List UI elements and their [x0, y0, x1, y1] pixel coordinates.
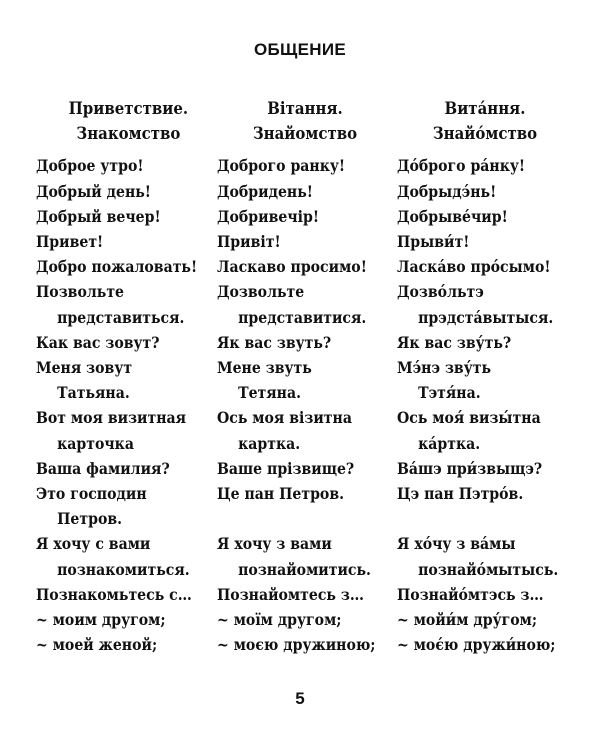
phrase-line: Меня зовут	[36, 358, 133, 378]
phrase-line: Ось моя́ визы́тна	[397, 408, 541, 428]
phrase-continuation	[397, 506, 573, 531]
phrase-line: Позвольте	[36, 282, 125, 302]
phrase-entry	[397, 279, 573, 329]
phrase-continuation: познайо́мытысь.	[418, 559, 559, 579]
phrase-continuation: ка́ртка.	[418, 433, 481, 453]
phrase-line: Добрыдэ́нь!	[397, 181, 497, 201]
column-header-line: Знакомство	[76, 124, 181, 145]
phrase-entry	[217, 279, 393, 329]
column-header	[217, 97, 393, 147]
phrase-entry	[397, 179, 573, 204]
phrase-entry	[397, 405, 573, 455]
phrase-entry	[217, 254, 393, 279]
phrase-entry	[217, 582, 393, 607]
phrase-entry	[397, 531, 573, 581]
phrase-entry	[397, 330, 573, 355]
phrase-line: Добридень!	[217, 181, 313, 201]
phrase-entry	[397, 229, 573, 254]
phrase-entry	[36, 582, 221, 607]
phrase-entry	[36, 607, 221, 632]
phrase-continuation: познакомиться.	[57, 559, 190, 579]
column-header-line: Знайомство	[252, 124, 358, 145]
phrase-continuation: Петров.	[57, 509, 123, 529]
phrase-entry	[217, 330, 393, 355]
phrase-line: Ласкаво просимо!	[217, 257, 367, 277]
phrase-entry	[217, 456, 393, 481]
phrase-line: ~ мойи́м дру́гом;	[397, 610, 538, 630]
phrase-line: Прыви́т!	[397, 232, 470, 251]
phrase-line: Мене звуть	[217, 358, 312, 378]
page-title: ОБЩЕНИЕ	[253, 40, 347, 59]
column-ukrainian	[217, 97, 393, 657]
phrase-line: Добривечір!	[217, 206, 320, 226]
column-transliteration	[397, 97, 573, 657]
phrase-line: Ваше прізвище?	[217, 458, 355, 478]
phrase-line: Ось моя візитна	[217, 408, 352, 428]
phrase-line: Доброго ранку!	[217, 156, 346, 176]
phrase-continuation: прэдста́вытыся.	[418, 307, 554, 327]
phrase-entry	[36, 531, 221, 581]
phrase-entry	[36, 153, 221, 178]
phrase-line: Як вас звуть?	[217, 332, 332, 352]
phrase-continuation: Татьяна.	[57, 383, 130, 403]
phrase-continuation: представитися.	[238, 307, 367, 327]
phrase-line: Ва́шэ при́звыщэ?	[397, 458, 543, 478]
phrase-continuation: представиться.	[57, 307, 185, 327]
phrase-entry	[397, 582, 573, 607]
phrase-line: Ласка́во про́сымо!	[397, 257, 551, 277]
phrase-line: Це пан Петров.	[217, 484, 345, 504]
phrase-entry	[397, 355, 573, 405]
column-header-line: Вітання.	[267, 99, 343, 119]
phrase-continuation: картка.	[238, 433, 301, 453]
phrase-entry	[36, 405, 221, 455]
column-header	[397, 97, 573, 147]
phrase-entry	[217, 481, 393, 531]
phrase-entry	[397, 481, 573, 531]
phrase-entry	[397, 607, 573, 632]
phrase-line: Добрыве́чир!	[397, 206, 508, 226]
phrase-entry	[36, 179, 221, 204]
phrase-entry	[217, 355, 393, 405]
phrase-line: До́брого ра́нку!	[397, 156, 526, 176]
phrase-entry	[36, 481, 221, 531]
phrase-line: Вот моя визитная	[36, 408, 187, 428]
column-header-line: Приветствие.	[68, 99, 189, 119]
phrase-entry	[36, 330, 221, 355]
column-header	[36, 97, 221, 147]
phrase-entry	[397, 153, 573, 178]
phrase-entry	[36, 229, 221, 254]
phrase-line: Добро пожаловать!	[36, 257, 198, 277]
phrase-line: Доброе утро!	[36, 156, 144, 176]
phrase-line: Познакомьтесь с…	[36, 584, 192, 604]
phrase-continuation: Тетяна.	[238, 383, 302, 403]
phrase-line: Я хо́чу з ва́мы	[397, 534, 516, 554]
phrase-entry	[397, 254, 573, 279]
phrase-line: Я хочу с вами	[36, 534, 151, 554]
phrase-entry	[36, 254, 221, 279]
phrase-line: Привіт!	[217, 232, 281, 251]
phrase-line: Дозвольте	[217, 282, 305, 302]
phrase-continuation: Тэтя́на.	[418, 383, 481, 403]
column-russian	[36, 97, 221, 657]
phrase-line: Привет!	[36, 232, 104, 251]
phrase-line: Это господин	[36, 484, 147, 504]
phrase-entry	[36, 632, 221, 657]
phrase-entry	[36, 355, 221, 405]
phrase-line: Познайо́мтэсь з…	[397, 584, 544, 604]
phrase-line: Добрый день!	[36, 181, 151, 201]
phrase-entry	[397, 456, 573, 481]
column-header-line: Знайо́мство	[432, 124, 538, 145]
phrase-line: ~ моей женой;	[36, 635, 158, 655]
phrase-entry	[217, 632, 393, 657]
phrase-entry	[217, 405, 393, 455]
phrase-line: Ваша фамилия?	[36, 458, 170, 478]
page-number: 5	[295, 689, 305, 708]
phrase-line: Познайомтесь з…	[217, 584, 364, 604]
phrase-continuation: карточка	[57, 433, 134, 453]
phrase-entry	[217, 179, 393, 204]
phrase-entry	[36, 456, 221, 481]
phrase-line: Дозво́льтэ	[397, 282, 484, 302]
phrase-entry	[397, 632, 573, 657]
phrase-entry	[217, 229, 393, 254]
phrase-entry	[397, 204, 573, 229]
phrase-entry	[217, 531, 393, 581]
phrase-line: Добрый вечер!	[36, 206, 161, 226]
phrase-entry	[217, 204, 393, 229]
phrase-line: Як вас зву́ть?	[397, 332, 512, 352]
phrase-entry	[217, 153, 393, 178]
phrase-line: Я хочу з вами	[217, 534, 332, 554]
phrase-entry	[217, 607, 393, 632]
phrase-entry	[36, 204, 221, 229]
phrase-line: ~ моє́ю дружи́ною;	[397, 635, 556, 655]
phrase-line: ~ моим другом;	[36, 610, 166, 630]
phrase-continuation	[217, 506, 393, 531]
phrase-line: ~ моїм другом;	[217, 610, 342, 630]
phrase-line: Цэ пан Пэтро́в.	[397, 484, 524, 504]
phrase-line: Мэ́нэ зву́ть	[397, 358, 492, 378]
phrase-line: Как вас зовут?	[36, 332, 160, 352]
phrase-line: ~ моєю дружиною;	[217, 635, 376, 655]
phrase-entry	[36, 279, 221, 329]
phrase-continuation: познайомитись.	[238, 559, 371, 579]
column-header-line: Вита́ння.	[444, 99, 526, 119]
